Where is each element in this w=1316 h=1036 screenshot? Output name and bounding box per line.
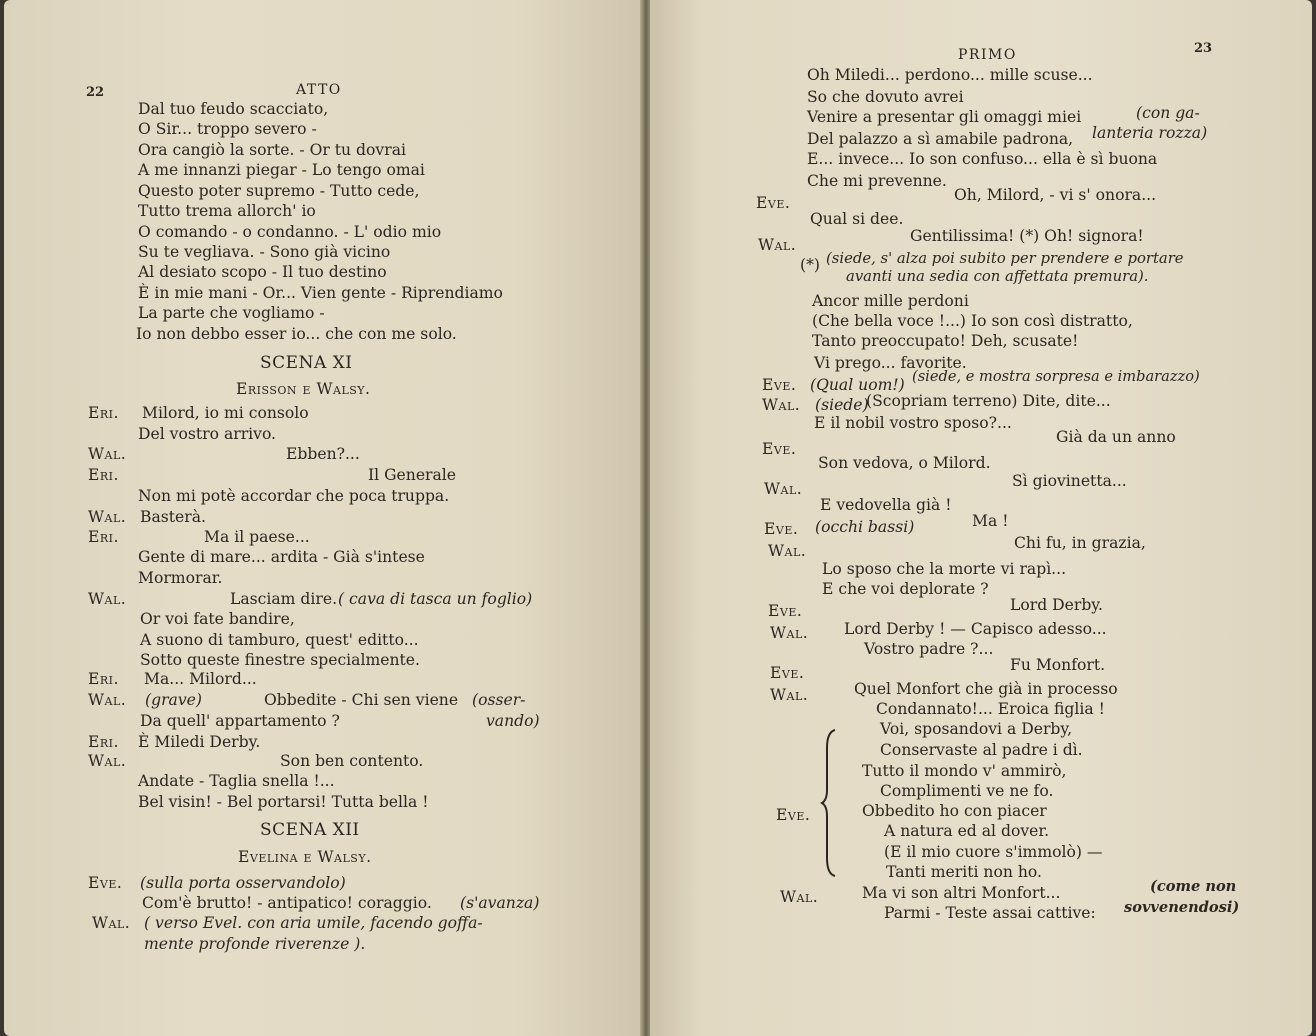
stage-direction: (occhi bassi) — [815, 518, 915, 536]
speaker: Eve. — [88, 874, 123, 892]
speaker: Eri. — [88, 466, 119, 484]
dialogue-line: Vi prego... favorite. — [814, 354, 967, 372]
stage-direction: sovvenendosi) — [1124, 899, 1240, 916]
dialogue-line: A natura ed al dover. — [884, 822, 1050, 840]
dialogue-line: Non mi potè accordar che poca truppa. — [138, 487, 450, 505]
running-head: ATTO — [296, 82, 342, 98]
speaker: Wal. — [88, 590, 127, 608]
dialogue-line: Obbedito ho con piacer — [862, 802, 1047, 820]
stage-direction: (Qual uom!) — [810, 376, 905, 394]
dialogue-line: E... invece... Io son confuso... ella è sì buona — [807, 150, 1158, 168]
speaker: Wal. — [88, 445, 127, 463]
stage-direction: (sulla porta osservandolo) — [140, 874, 346, 892]
dialogue-line: È Miledi Derby. — [138, 733, 261, 751]
dialogue-line: (E il mio cuore s'immolò) — — [884, 843, 1103, 861]
speaker: Wal. — [88, 752, 127, 770]
page-number: 23 — [1194, 41, 1213, 56]
scene-title: SCENA XII — [260, 820, 360, 840]
verse-line: Tutto trema allorch' io — [138, 202, 316, 220]
stage-direction: avanti una sedia con affettata premura). — [846, 268, 1149, 285]
speaker: Eve. — [776, 806, 811, 824]
speaker: Wal. — [758, 236, 797, 254]
dialogue-line: Gentilissima! (*) Oh! signora! — [910, 227, 1144, 245]
speaker: Eve. — [762, 440, 797, 458]
dialogue-line: Quel Monfort che già in processo — [854, 680, 1118, 698]
stage-direction: (grave) — [145, 691, 202, 709]
stage-direction: (siede) — [815, 396, 869, 414]
stage-direction: (siede, s' alza poi subito per prendere e portare — [826, 250, 1184, 267]
dialogue-line: Da quell' appartamento ? — [140, 712, 340, 730]
dialogue-line: Ma il paese... — [204, 528, 310, 546]
dialogue-line: A suono di tamburo, quest' editto... — [140, 631, 419, 649]
dialogue-line: Son vedova, o Milord. — [818, 454, 991, 472]
speaker: Wal. — [92, 914, 131, 932]
scene-characters: Erisson e Walsy. — [236, 380, 371, 398]
dialogue-line: So che dovuto avrei — [807, 88, 964, 106]
dialogue-line: Obbedite - Chi sen viene — [264, 691, 459, 709]
verse-line: O Sir... troppo severo - — [138, 120, 317, 138]
speaker: Wal. — [764, 480, 803, 498]
speaker: Wal. — [780, 888, 819, 906]
dialogue-line: Parmi - Teste assai cattive: — [884, 904, 1096, 922]
stage-direction: (osser- — [472, 691, 526, 709]
dialogue-line: Vostro padre ?... — [864, 640, 994, 658]
dialogue-line: Venire a presentar gli omaggi miei — [807, 108, 1082, 126]
speaker: Wal. — [770, 624, 809, 642]
dialogue-line: Del vostro arrivo. — [138, 425, 277, 443]
dialogue-line: Sì giovinetta... — [1012, 472, 1127, 490]
speaker: Wal. — [770, 686, 809, 704]
dialogue-line: Lord Derby ! — Capisco adesso... — [844, 620, 1107, 638]
dialogue-line: Gente di mare... ardita - Già s'intese — [138, 548, 425, 566]
dialogue-line: Bel visin! - Bel portarsi! Tutta bella ! — [138, 793, 429, 811]
dialogue-line: Che mi prevenne. — [807, 172, 947, 190]
dialogue-line: Lord Derby. — [1010, 596, 1103, 614]
dialogue-line: Oh, Milord, - vi s' onora... — [954, 186, 1157, 204]
scene-characters: Evelina e Walsy. — [238, 848, 372, 866]
dialogue-line: Già da un anno — [1056, 428, 1176, 446]
dialogue-line: Voi, sposandovi a Derby, — [880, 720, 1073, 738]
stage-direction: (siede, e mostra sorpresa e imbarazzo) — [912, 368, 1200, 385]
dialogue-line: Ma ! — [972, 512, 1009, 530]
speaker: Eve. — [764, 520, 799, 538]
dialogue-line: (Che bella voce !...) Io son così distratto, — [812, 312, 1133, 330]
speaker: Eve. — [768, 602, 803, 620]
stage-direction: ( verso Evel. con aria umile, facendo goffa- — [144, 914, 483, 932]
speaker: Eri. — [88, 528, 119, 546]
speaker: Eri. — [88, 670, 119, 688]
dialogue-line: Tanto preoccupato! Deh, scusate! — [812, 332, 1079, 350]
verse-line: Al desiato scopo - Il tuo destino — [138, 263, 387, 281]
verse-line: La parte che vogliamo - — [138, 304, 325, 322]
stage-direction: ( cava di tasca un foglio) — [338, 590, 533, 608]
speaker: Eve. — [770, 664, 805, 682]
dialogue-line: Basterà. — [140, 508, 206, 526]
dialogue-line: Com'è brutto! - antipatico! coraggio. — [142, 894, 432, 912]
dialogue-line: Chi fu, in grazia, — [1014, 534, 1146, 552]
verse-line: Io non debbo esser io... che con me solo. — [136, 325, 457, 343]
dialogue-line: Ancor mille perdoni — [812, 292, 969, 310]
curly-brace-icon — [820, 728, 838, 878]
verse-line: È in mie mani - Or... Vien gente - Riprendiamo — [138, 284, 503, 302]
dialogue-line: E che voi deplorate ? — [822, 580, 989, 598]
dialogue-line: Del palazzo a sì amabile padrona, — [807, 130, 1074, 148]
dialogue-line: Lo sposo che la morte vi rapì... — [822, 560, 1067, 578]
dialogue-line: Ma... Milord... — [144, 670, 257, 688]
dialogue-line: Sotto queste finestre specialmente. — [140, 651, 420, 669]
dialogue-line: E il nobil vostro sposo?... — [814, 414, 1012, 432]
dialogue-line: Tutto il mondo v' ammirò, — [862, 762, 1067, 780]
verse-line: O comando - o condanno. - L' odio mio — [138, 223, 442, 241]
speaker: Eri. — [88, 404, 119, 422]
dialogue-line: Fu Monfort. — [1010, 656, 1106, 674]
speaker: Wal. — [762, 396, 801, 414]
stage-direction: mente profonde riverenze ). — [144, 935, 366, 953]
stage-direction: lanteria rozza) — [1092, 124, 1208, 142]
dialogue-line: Il Generale — [368, 466, 457, 484]
dialogue-line: Complimenti ve ne fo. — [880, 782, 1054, 800]
speaker: Wal. — [768, 542, 807, 560]
speaker: Wal. — [88, 691, 127, 709]
verse-line: A me innanzi piegar - Lo tengo omai — [138, 161, 425, 179]
page-number: 22 — [86, 85, 105, 100]
running-head: PRIMO — [958, 47, 1017, 63]
verse-line: Questo poter supremo - Tutto cede, — [138, 182, 420, 200]
dialogue-line: Andate - Taglia snella !... — [138, 772, 335, 790]
verse-line: Su te vegliava. - Sono già vicino — [138, 243, 391, 261]
footnote-marker: (*) — [800, 256, 820, 274]
dialogue-line: Mormorar. — [138, 569, 223, 587]
dialogue-line: Conservaste al padre i dì. — [880, 741, 1083, 759]
stage-direction: vando) — [486, 712, 540, 730]
dialogue-line: Ma vi son altri Monfort... — [862, 884, 1061, 902]
stage-direction: (s'avanza) — [460, 894, 540, 912]
dialogue-line: Qual si dee. — [810, 210, 904, 228]
dialogue-line: Lasciam dire. — [230, 590, 338, 608]
scene-title: SCENA XI — [260, 353, 353, 373]
dialogue-line: Tanti meriti non ho. — [886, 863, 1042, 881]
dialogue-line: (Scopriam terreno) Dite, dite... — [866, 392, 1111, 410]
speaker: Eve. — [762, 376, 797, 394]
speaker: Wal. — [88, 508, 127, 526]
dialogue-line: Milord, io mi consolo — [142, 404, 309, 422]
dialogue-line: Or voi fate bandire, — [140, 610, 295, 628]
stage-direction: (come non — [1150, 878, 1237, 895]
speaker: Eri. — [88, 733, 119, 751]
dialogue-line: Oh Miledi... perdono... mille scuse... — [807, 66, 1093, 84]
speaker: Eve. — [756, 194, 791, 212]
dialogue-line: Son ben contento. — [280, 752, 424, 770]
dialogue-line: E vedovella già ! — [820, 496, 952, 514]
dialogue-line: Condannato!... Eroica figlia ! — [876, 700, 1105, 718]
dialogue-line: Ebben?... — [286, 445, 360, 463]
stage-direction: (con ga- — [1136, 104, 1200, 122]
verse-line: Ora cangiò la sorte. - Or tu dovrai — [138, 141, 406, 159]
verse-line: Dal tuo feudo scacciato, — [138, 100, 329, 118]
